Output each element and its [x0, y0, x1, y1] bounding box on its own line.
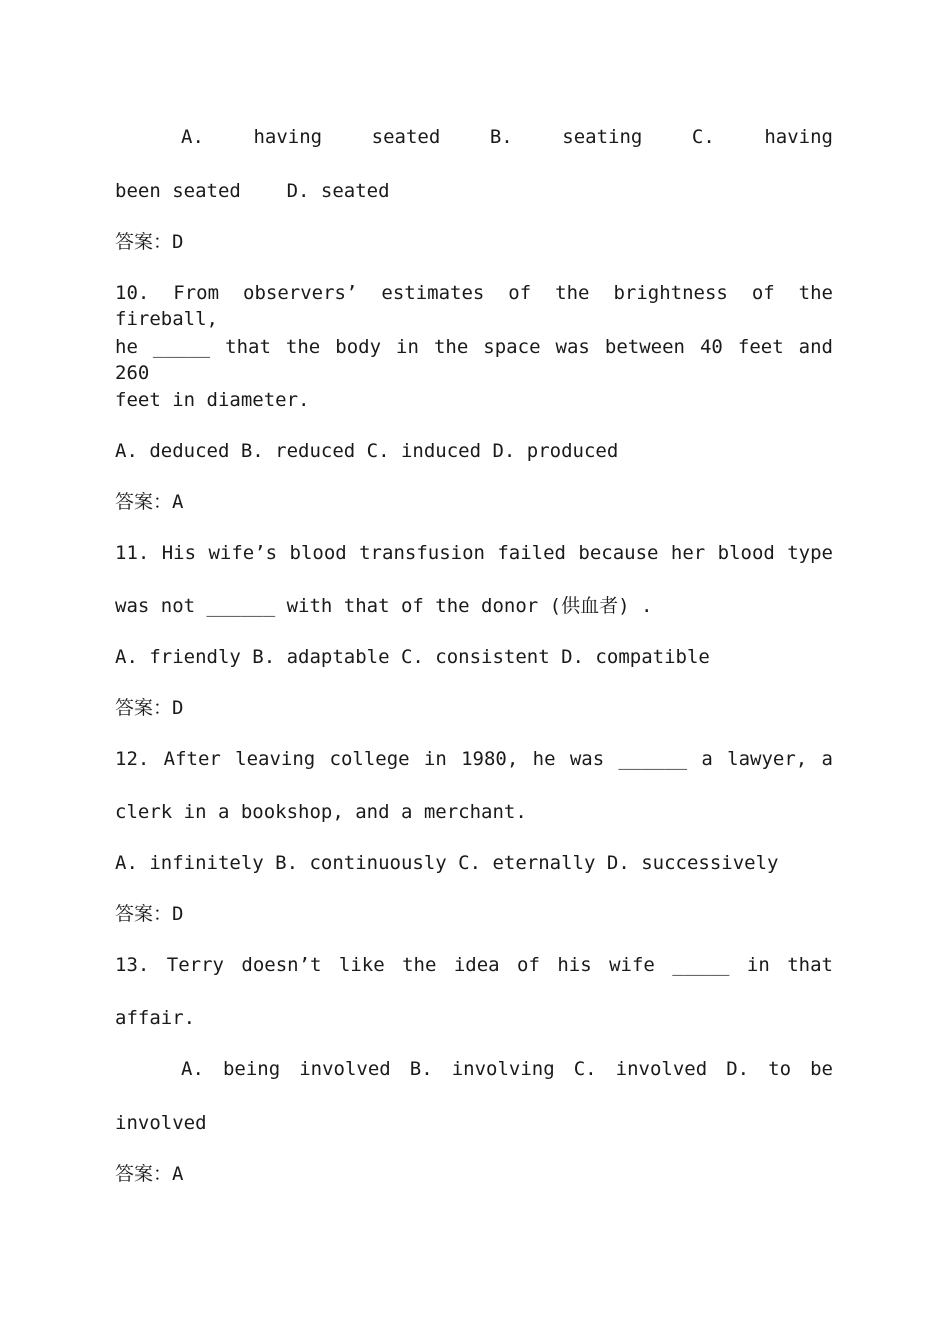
q12-stem-line1: 12. After leaving college in 1980, he was ______ a lawyer, a [115, 748, 833, 770]
q9-answer: 答案：D [115, 231, 184, 253]
q13-stem-line2: affair. [115, 1007, 196, 1029]
q10-answer: 答案：A [115, 491, 184, 513]
q11-answer: 答案：D [115, 697, 184, 719]
q12-stem-line2: clerk in a bookshop, and a merchant. [115, 801, 527, 823]
q10-stem-line1: 10. From observers’ estimates of the brightness of the fireball, [115, 282, 833, 330]
q11-stem-line1: 11. His wife’s blood transfusion failed because her blood type [115, 542, 833, 564]
q9-options-line1: A. having seated B. seating C. having [181, 126, 833, 148]
document-page [115, 0, 833, 1344]
q9-options-line2: been seated D. seated [115, 180, 390, 202]
q13-options-line1: A. being involved B. involving C. involved D. to be [181, 1058, 833, 1080]
q10-stem-line2: he _____ that the body in the space was between 40 feet and 260 [115, 336, 833, 384]
q12-options: A. infinitely B. continuously C. eternally D. successively [115, 852, 779, 874]
q12-answer: 答案：D [115, 903, 184, 925]
q13-options-line2: involved [115, 1112, 207, 1134]
q13-answer: 答案：A [115, 1163, 184, 1185]
q11-options: A. friendly B. adaptable C. consistent D. compatible [115, 646, 710, 668]
q13-stem-line1: 13. Terry doesn’t like the idea of his wife _____ in that [115, 954, 833, 976]
q10-options: A. deduced B. reduced C. induced D. produced [115, 440, 619, 462]
q11-stem-line2: was not ______ with that of the donor (供血者) . [115, 595, 653, 617]
q10-stem-line3: feet in diameter. [115, 389, 310, 411]
